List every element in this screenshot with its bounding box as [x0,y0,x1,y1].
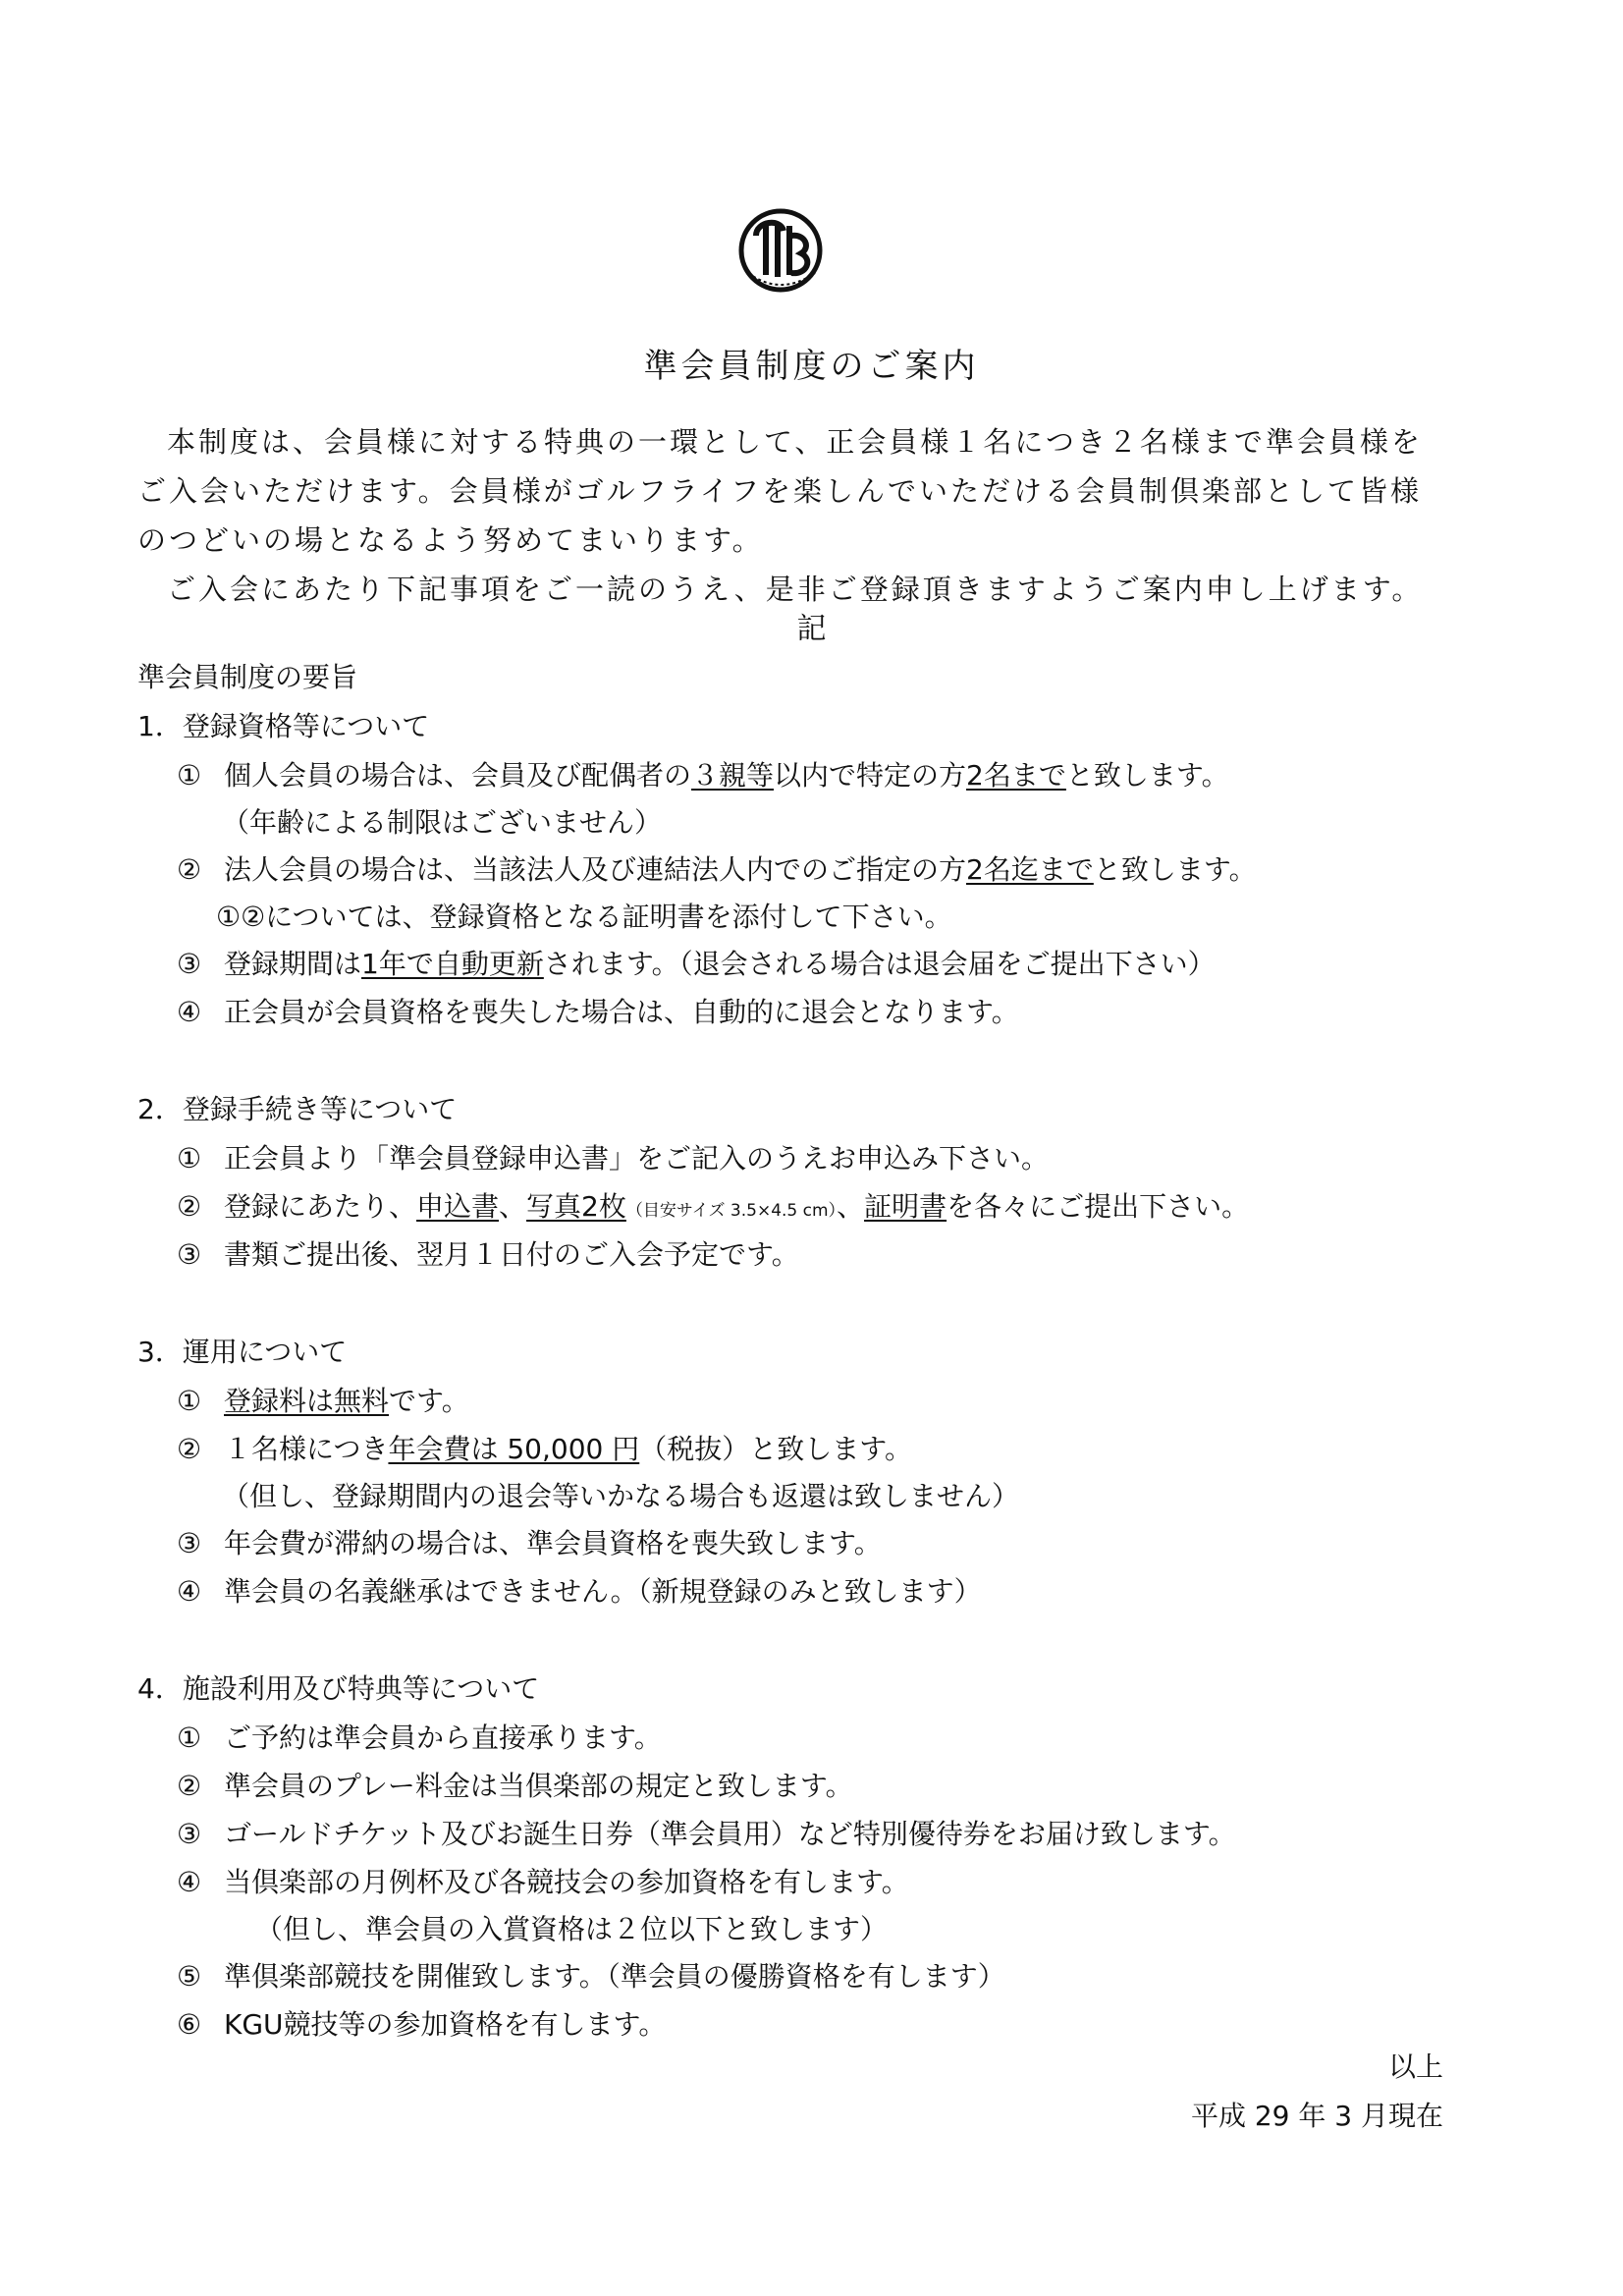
club-logo-emblem [727,196,835,304]
closing-ijo: 以上 [1387,2050,1443,2083]
section-3-note-1: （但し、登録期間内の退会等いかなる場合も返還は致しません） [222,1480,1020,1512]
item-number: ③ [177,1238,202,1271]
item-number: ② [177,853,202,886]
section-1-title: 1．登録資格等について [137,710,430,742]
photo-size-note: （目安サイズ 3.5×4.5 cm） [625,1201,838,1221]
main-content [137,653,1473,2049]
section-4-item-4: ④ 当倶楽部の月例杯及び各競技会の参加資格を有します。 [137,1858,1473,1906]
section-3-item-4: ④ 準会員の名義継承はできません。（新規登録のみと致します） [137,1567,1473,1615]
item-number: ④ [177,1866,202,1898]
section-4-title: 4．施設利用及び特典等について [137,1672,540,1705]
intro-line-1: 本制度は、会員様に対する特典の一環として、正会員様１名につき２名様まで準会員様を [167,425,1423,459]
intro-paragraph [137,417,1443,614]
page-title: 準会員制度のご案内 [643,347,980,386]
section-2-title: 2．登録手続き等について [137,1093,458,1125]
ki-marker: 記 [796,612,827,646]
item-number: ⑤ [177,1960,202,1993]
intro-line-3: のつどいの場となるよう努めてまいります。 [137,523,764,557]
item-number: ③ [177,1527,202,1559]
section-4-item-1: ① ご予約は準会員から直接承ります。 [137,1714,1473,1762]
section-2-item-3: ③ 書類ご提出後、翌月１日付のご入会予定です。 [137,1230,1473,1279]
section-1-note-1: （年齢による制限はございません） [222,806,663,839]
section-1-item-3: ③ 登録期間は1年で自動更新されます。（退会される場合は退会届をご提出下さい） [137,940,1473,988]
item-number: ② [177,1770,202,1802]
as-of-date: 平成 29 年 3 月現在 [1190,2100,1443,2132]
section-4-item-3: ③ ゴールドチケット及びお誕生日券（準会員用）など特別優待券をお届け致します。 [137,1810,1473,1858]
item-number: ① [177,759,202,792]
section-3-item-1: ① 登録料は無料です。 [137,1377,1473,1425]
section-4-item-6: ⑥ KGU競技等の参加資格を有します。 [137,2000,1473,2049]
item-number: ① [177,1385,202,1417]
item-number: ④ [177,1575,202,1608]
section-4-item-5: ⑤ 準倶楽部競技を開催致します。（準会員の優勝資格を有します） [137,1952,1473,2000]
section-4-note-1: （但し、準会員の入賞資格は２位以下と致します） [255,1913,889,1945]
section-1-item-1: ① 個人会員の場合は、会員及び配偶者の３親等以内で特定の方2名までと致します。 [137,751,1473,799]
item-number: ① [177,1142,202,1175]
section-1-item-4: ④ 正会員が会員資格を喪失した場合は、自動的に退会となります。 [137,988,1473,1036]
summary-heading: 準会員制度の要旨 [137,661,358,693]
item-number: ③ [177,1818,202,1850]
item-number: ⑥ [177,2008,202,2041]
item-number: ② [177,1190,202,1223]
section-3-item-3: ③ 年会費が滞納の場合は、準会員資格を喪失致します。 [137,1519,1473,1567]
intro-line-2: ご入会いただけます。会員様がゴルフライフを楽しんでいただける会員制倶楽部として皆様 [137,474,1422,508]
intro-line-4: ご入会にあたり下記事項をご一読のうえ、是非ご登録頂きますようご案内申し上げます。 [167,573,1424,606]
section-1-note-2: ①②については、登録資格となる証明書を添付して下さい。 [216,901,952,933]
section-1-item-2: ② 法人会員の場合は、当該法人及び連結法人内でのご指定の方2名迄までと致します。 [137,846,1473,894]
item-number: ① [177,1722,202,1754]
section-3-item-2: ② １名様につき年会費は 50,000 円（税抜）と致します。 [137,1425,1473,1473]
section-2-item-1: ① 正会員より「準会員登録申込書」をご記入のうえお申込み下さい。 [137,1134,1473,1182]
section-2-item-2: ② 登録にあたり、申込書、写真2枚（目安サイズ 3.5×4.5 cm）、証明書を各々にご提出下さい。 [137,1182,1473,1230]
section-4-item-2: ② 準会員のプレー料金は当倶楽部の規定と致します。 [137,1762,1473,1810]
closing-block [1191,2043,1443,2141]
section-3-title: 3．運用について [137,1336,348,1368]
item-number: ③ [177,948,202,980]
item-number: ④ [177,996,202,1028]
item-number: ② [177,1433,202,1465]
